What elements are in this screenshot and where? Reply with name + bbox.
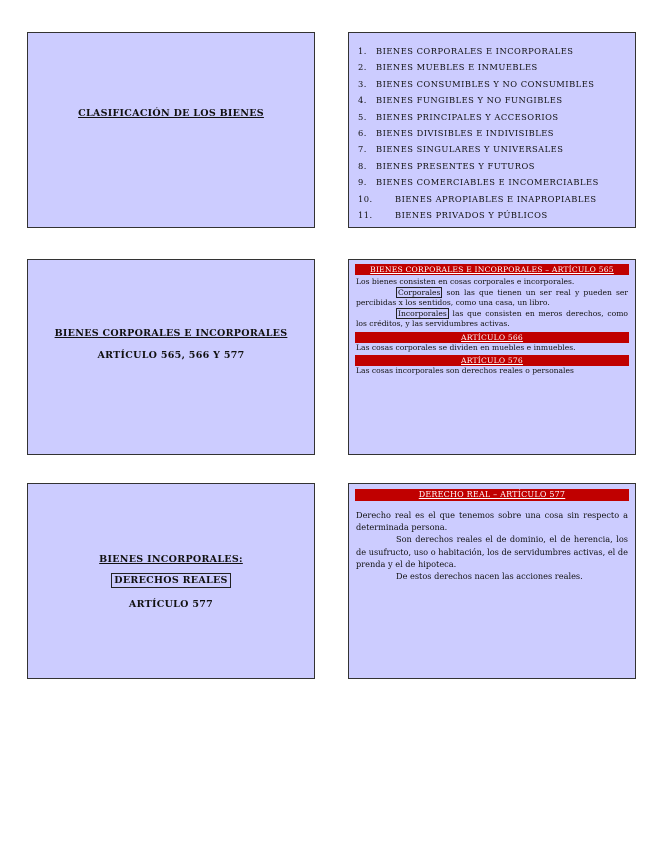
list-item: 5. BIENES PRINCIPALES Y ACCESORIOS <box>358 111 559 122</box>
list-item: 8. BIENES PRESENTES Y FUTUROS <box>358 160 535 171</box>
slide-3 <box>27 259 315 455</box>
slide-4 <box>348 259 636 455</box>
paragraph: De estos derechos nacen las acciones reales. <box>396 571 583 582</box>
paragraph: Los bienes consisten en cosas corporales e incorporales. <box>356 277 575 286</box>
list-item: 7. BIENES SINGULARES Y UNIVERSALES <box>358 144 564 155</box>
list-item: 4. BIENES FUNGIBLES Y NO FUNGIBLES <box>358 95 563 106</box>
term-incorporales: Incorporales <box>398 308 447 318</box>
paragraph: Las cosas incorporales son derechos reales o personales <box>356 365 574 375</box>
paragraph-corporales: Corporales son las que tienen un ser real y pueden ser percibidas x los sentidos, como una casa, un libro. <box>356 287 628 308</box>
paragraph-incorporales: Incorporales las que consisten en meros derechos, como los créditos, y las servidumbres activas. <box>356 308 628 329</box>
paragraph: Las cosas corporales se dividen en muebles e inmuebles. <box>356 342 576 352</box>
term-corporales: Corporales <box>398 287 441 297</box>
slide-6-body <box>356 509 628 582</box>
slide-5 <box>27 483 315 679</box>
slide-6 <box>348 483 636 679</box>
list-item: 11. BIENES PRIVADOS Y PÚBLICOS <box>358 210 548 221</box>
article-565-banner: BIENES CORPORALES E INCORPORALES – ARTÍCULO 565 <box>355 264 629 275</box>
list-item: 6. BIENES DIVISIBLES E INDIVISIBLES <box>358 128 554 139</box>
slide-1 <box>27 32 315 228</box>
classification-list <box>358 43 599 223</box>
article-566-banner: ARTÍCULO 566 <box>355 332 629 343</box>
slide-5-line-3: ARTÍCULO 577 <box>128 599 214 610</box>
slide-3-subtitle: ARTÍCULO 565, 566 Y 577 <box>97 350 245 361</box>
slide-5-line-1: BIENES INCORPORALES: <box>99 554 243 565</box>
slide-2 <box>348 32 636 228</box>
slide-5-line-2: DERECHOS REALES <box>28 573 314 588</box>
slide-1-title: CLASIFICACIÓN DE LOS BIENES <box>78 108 264 119</box>
article-577-banner: DERECHO REAL – ARTÍCULO 577 <box>355 489 629 501</box>
list-item: 9. BIENES COMERCIABLES E INCOMERCIABLES <box>358 177 599 188</box>
paragraph: Derecho real es el que tenemos sobre una cosa sin respecto a determinada persona. <box>356 510 628 533</box>
paragraph: Son derechos reales el de dominio, el de herencia, los de usufructo, uso o habitación, los de servidumbres activas, el de prenda y el de hipoteca. <box>356 534 628 569</box>
article-576-banner: ARTÍCULO 576 <box>355 355 629 366</box>
list-item: 2. BIENES MUEBLES E INMUEBLES <box>358 62 538 73</box>
list-item: 3. BIENES CONSUMIBLES Y NO CONSUMIBLES <box>358 78 595 89</box>
list-item: 1. BIENES CORPORALES E INCORPORALES <box>358 46 574 56</box>
list-item: 10. BIENES APROPIABLES E INAPROPIABLES <box>358 193 597 204</box>
slide-3-title: BIENES CORPORALES E INCORPORALES <box>54 328 288 339</box>
